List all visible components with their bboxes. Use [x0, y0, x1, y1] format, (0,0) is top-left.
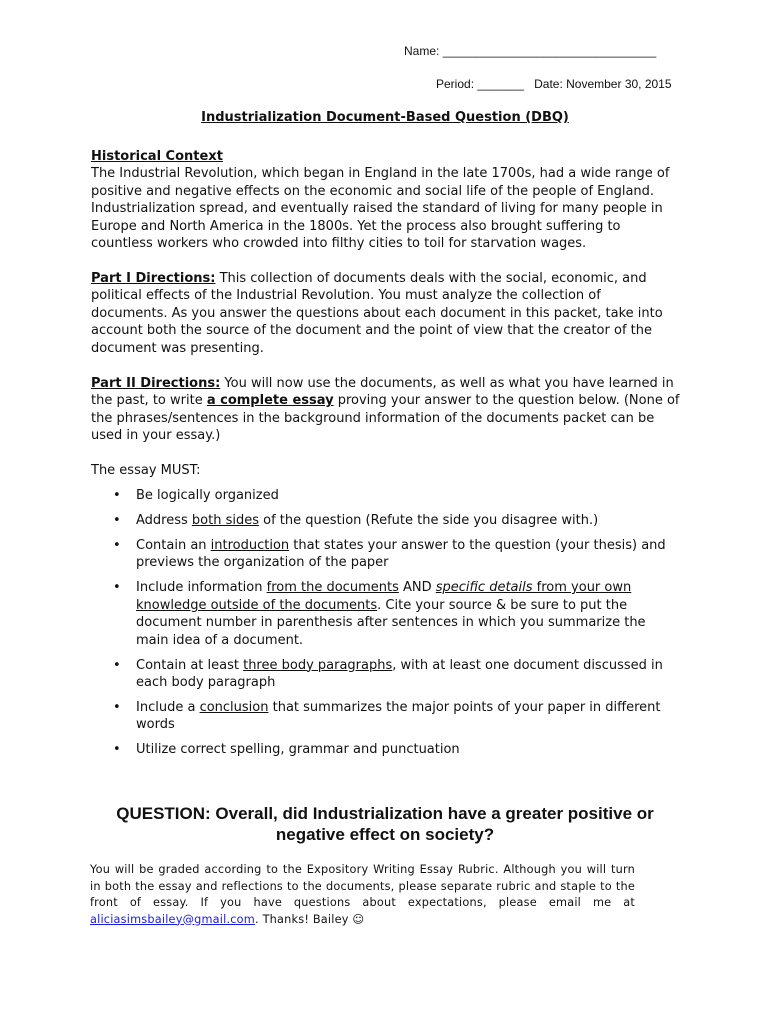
requirement-underline: three body paragraphs — [243, 657, 393, 673]
bullet-icon: • — [113, 657, 121, 673]
list-item — [113, 657, 673, 692]
requirements-list — [113, 487, 673, 766]
requirement-underline: both sides — [191, 513, 259, 528]
requirement-text: . Cite your source & be sure to put the document number in parenthesis after sentences in which you summarize the main idea of a document. — [136, 597, 646, 648]
period-date-line — [436, 77, 672, 91]
bullet-icon: • — [113, 580, 121, 596]
page-title: Industrialization Document-Based Question (DBQ) — [201, 110, 569, 125]
list-item — [113, 579, 673, 649]
requirement-text: Contain an — [136, 538, 211, 553]
historical-context-section — [91, 148, 681, 252]
bullet-icon: • — [113, 700, 121, 716]
essay-question — [100, 803, 670, 845]
date-text: Date: November 30, 2015 — [534, 77, 672, 91]
part1-directions — [91, 270, 681, 357]
list-item — [113, 537, 673, 572]
list-item — [113, 512, 673, 529]
essay-must-label: The essay MUST: — [91, 463, 201, 478]
requirement-text: Address — [136, 513, 192, 528]
name-label: Name: — [404, 44, 440, 58]
grading-note-text: You will be graded according to the Expository Writing Essay Rubric. Although you will turn in both the essay and reflections to the documents, please separate rubric and staple to the front of essay. If you have questions about expectations, please email me at — [90, 863, 635, 909]
bullet-icon: • — [113, 538, 121, 553]
historical-context-text: The Industrial Revolution, which began in England in the late 1700s, had a wide range of positive and negative effects on the economic and social life of the people of England. Industrialization spread, and eventually raised the standard of living for many people in Europe and North America in the 1800s. Yet the process also brought suffering to countless workers who crowded into filthy cities to toil for starvation wages. — [91, 166, 670, 252]
requirement-text: of the question (Refute the side you disagree with.) — [259, 513, 599, 528]
grading-note-closing: . Thanks! Bailey ☺ — [254, 912, 365, 926]
bullet-icon: • — [113, 488, 121, 503]
list-item — [113, 699, 673, 734]
part2-heading: Part II Directions: — [91, 376, 221, 391]
part1-heading: Part I Directions: — [91, 271, 216, 286]
name-blank: ________________________________ — [442, 44, 657, 58]
requirement-text: , with at least one document discussed in each body paragraph — [136, 657, 663, 691]
requirement-text: that states your answer to the question (your thesis) and previews the organization of the paper — [136, 538, 666, 571]
requirement-text: AND — [398, 580, 436, 596]
requirement-text: Include a — [136, 700, 200, 716]
complete-essay-emphasis: a complete essay — [206, 393, 334, 409]
period-label: Period: — [436, 77, 475, 91]
list-item — [113, 741, 673, 758]
requirement-text: Be logically organized — [136, 488, 279, 503]
list-item — [113, 487, 673, 504]
period-blank: _______ — [477, 77, 525, 91]
part2-text-a: You will now use the documents, as well as what you have learned in the past, to write — [91, 376, 674, 409]
name-line — [404, 44, 656, 58]
question-line-2: negative effect on society? — [275, 825, 495, 844]
requirement-underline: conclusion — [199, 700, 269, 716]
requirement-text: that summarizes the major points of your paper in different words — [136, 700, 661, 733]
part2-directions — [91, 375, 681, 445]
email-link[interactable]: aliciasimsbailey@gmail.com — [90, 912, 255, 926]
requirement-underline-italic: specific details — [435, 580, 533, 596]
requirement-underline: from the documents — [266, 580, 399, 596]
bullet-icon: • — [113, 513, 121, 528]
part2-text-b: proving your answer to the question below. (None of the phrases/sentences in the background information of the documents packet can be used in your essay.) — [91, 393, 680, 444]
part1-text: This collection of documents deals with the social, economic, and political effects of the Industrial Revolution. You must analyze the collection of documents. As you answer the questions about each document in this packet, take into account both the source of the document and the point of view that the creator of the document was presenting. — [91, 271, 663, 356]
question-line-1: QUESTION: Overall, did Industrialization have a greater positive or — [116, 804, 654, 823]
grading-note — [90, 862, 635, 928]
requirement-text: Contain at least — [136, 657, 244, 673]
requirement-underline: introduction — [210, 538, 290, 553]
bullet-icon: • — [113, 742, 121, 758]
historical-context-heading: Historical Context — [91, 149, 223, 164]
requirement-text: Utilize correct spelling, grammar and punctuation — [136, 742, 460, 758]
requirement-text: Include information — [136, 580, 267, 596]
requirement-underline: from your own knowledge outside of the documents — [136, 580, 632, 613]
